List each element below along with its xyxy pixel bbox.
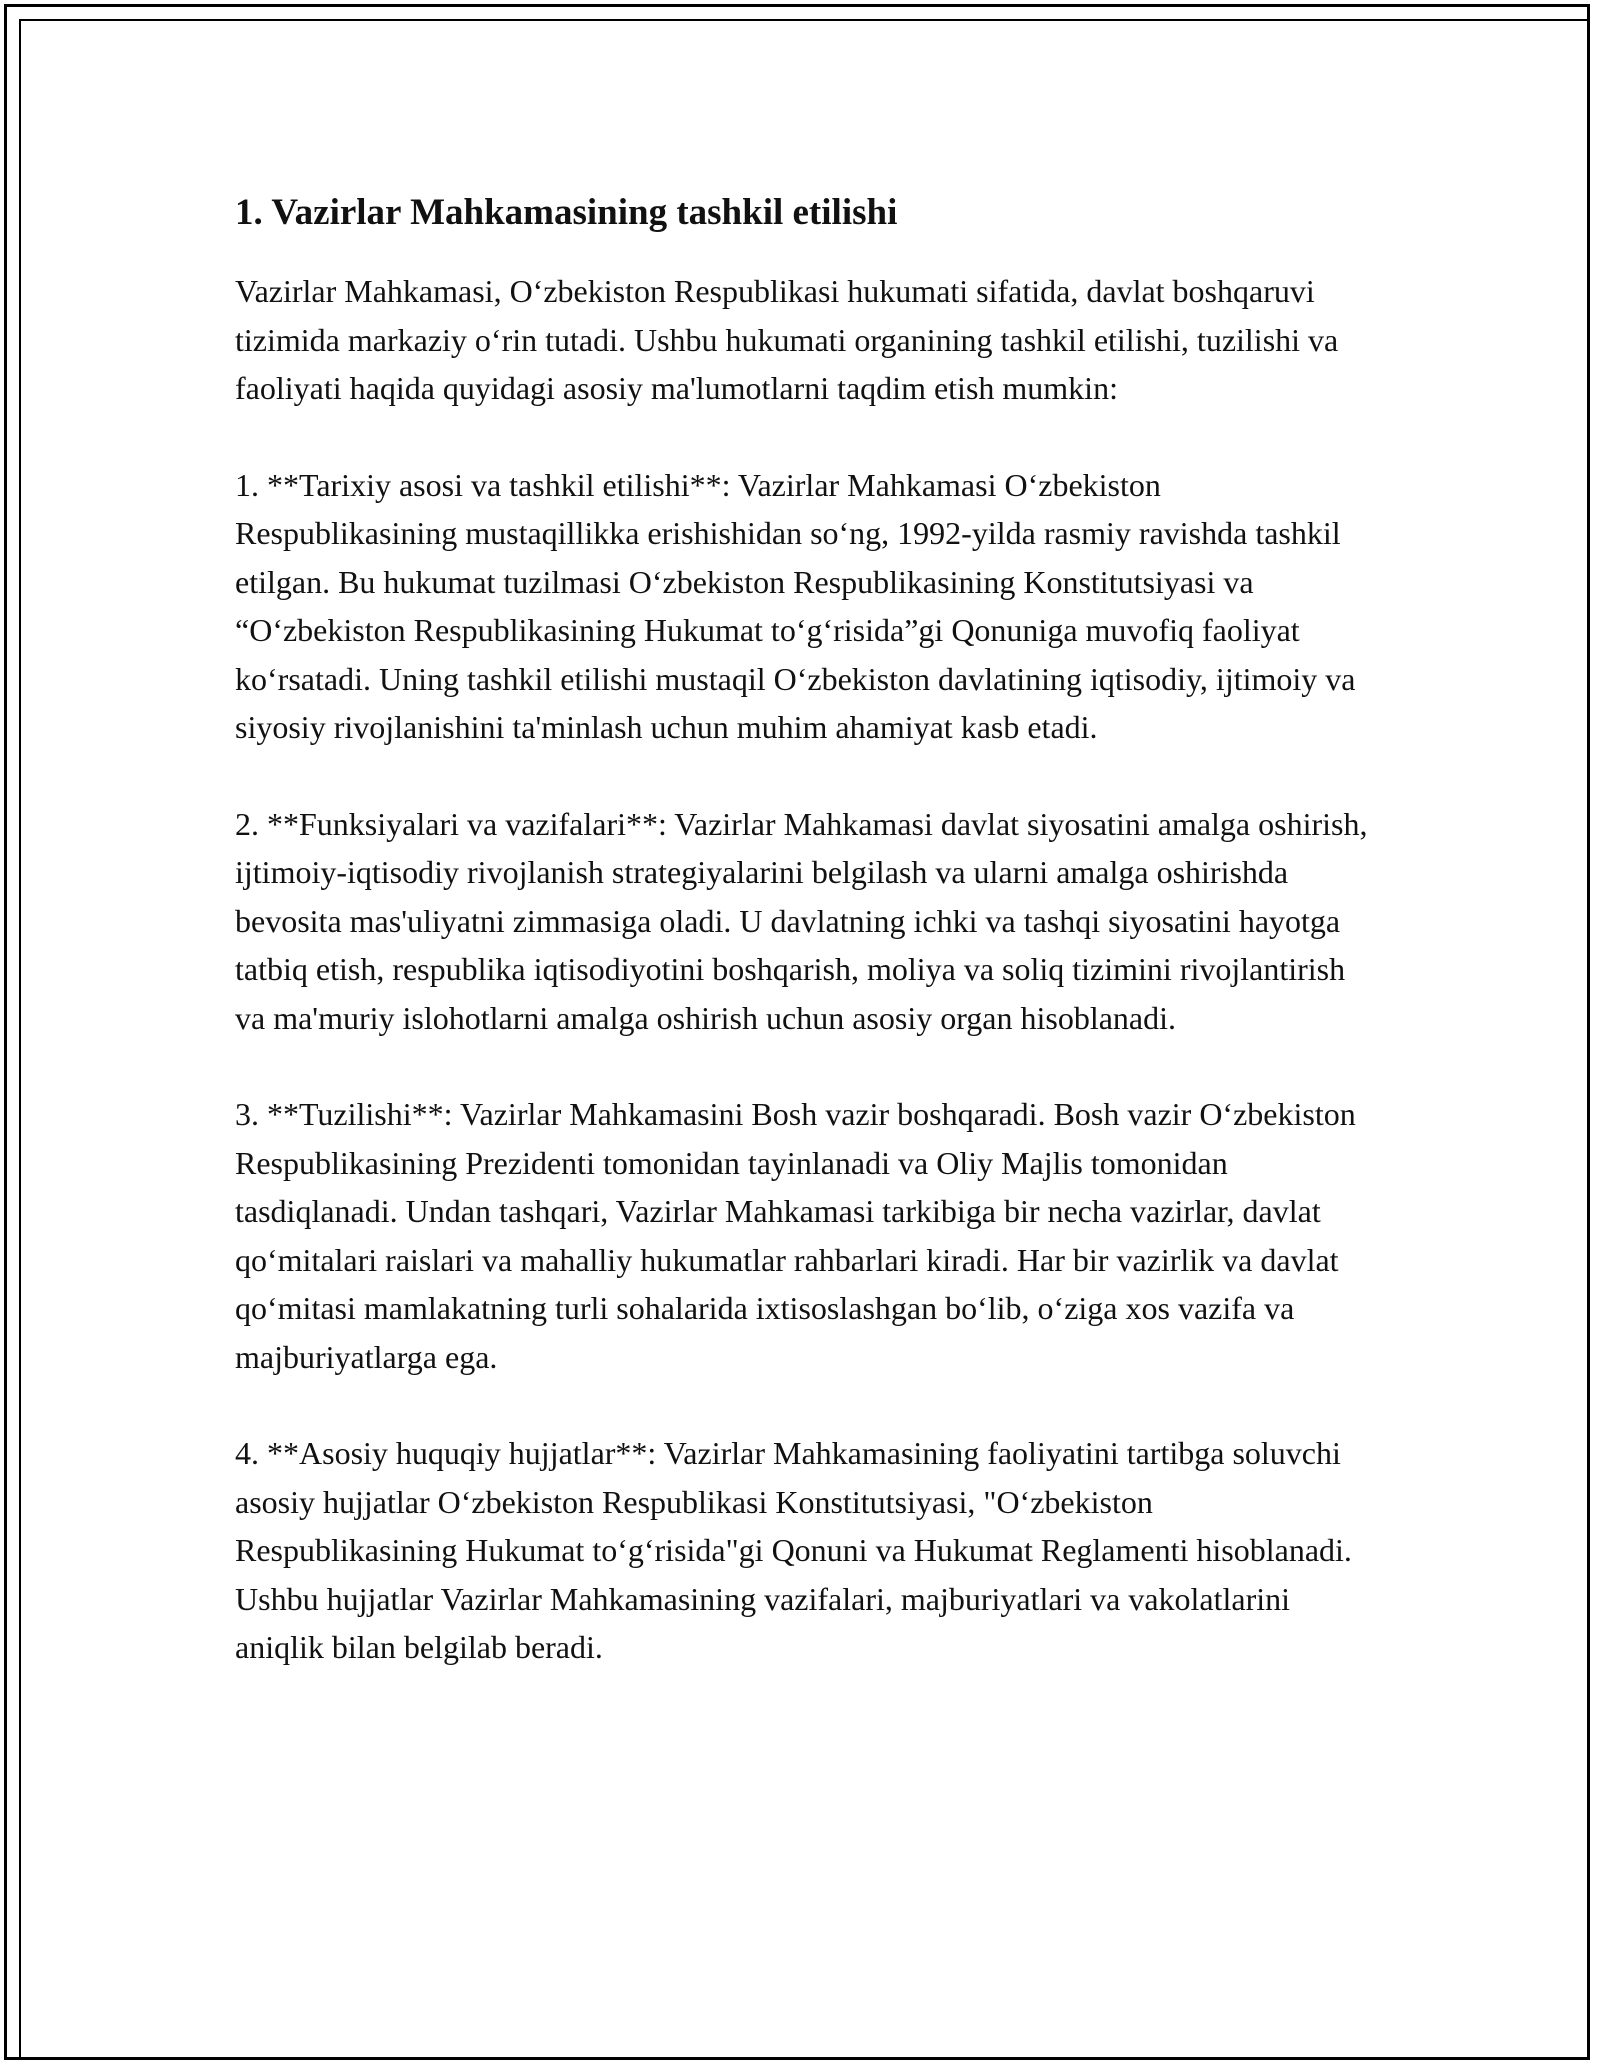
paragraph-history: 1. **Tarixiy asosi va tashkil etilishi**: Vazirlar Mahkamasi O‘zbekiston Respublikasining mustaqillikka erishishidan so‘ng, 1992-yilda rasmiy ravishda tashkil etilgan. Bu hukumat tuzilmasi O‘zbekiston Respublikasining Konstitutsiyasi va “O‘zbekiston Respublikasining Hukumat to‘g‘risida”gi Qonuniga muvofiq faoliyat ko‘rsatadi. Uning tashkil etilishi mustaqil O‘zbekiston davlatining iqtisodiy, ijtimoiy va siyosiy rivojlanishini ta'minlash uchun muhim ahamiyat kasb etadi.	[235, 466, 1356, 745]
paragraph-functions: 2. **Funksiyalari va vazifalari**: Vazirlar Mahkamasi davlat siyosatini amalga oshirish, ijtimoiy-iqtisodiy rivojlanish strategiyalarini belgilash va ularni amalga oshirishda bevosita mas'uliyatni zimmasiga oladi. U davlatning ichki va tashqi siyosatini hayotga tatbiq etish, respublika iqtisodiyotini boshqarish, moliya va soliq tizimini rivojlantirish va ma'muriy islohotlarni amalga oshirish uchun asosiy organ hisoblanadi.	[235, 805, 1368, 1036]
document-title: 1. Vazirlar Mahkamasining tashkil etilishi	[235, 192, 898, 233]
intro-paragraph: Vazirlar Mahkamasi, O‘zbekiston Respublikasi hukumati sifatida, davlat boshqaruvi tizimida markaziy o‘rin tutadi. Ushbu hukumati organining tashkil etilishi, tuzilishi va faoliyati haqida quyidagi asosiy ma'lumotlarni taqdim etish mumkin:	[235, 273, 1339, 406]
paragraph-legal-documents: 4. **Asosiy huquqiy hujjatlar**: Vazirlar Mahkamasining faoliyatini tartibga soluvchi asosiy hujjatlar O‘zbekiston Respublikasi Konstitutsiyasi, "O‘zbekiston Respublikasining Hukumat to‘g‘risida"gi Qonuni va Hukumat Reglamenti hisoblanadi. Ushbu hujjatlar Vazirlar Mahkamasining vazifalari, majburiyatlari va vakolatlarini aniqlik bilan belgilab beradi.	[235, 1435, 1352, 1665]
paragraph-structure: 3. **Tuzilishi**: Vazirlar Mahkamasini Bosh vazir boshqaradi. Bosh vazir O‘zbekiston Respublikasining Prezidenti tomonidan tayinlanadi va Oliy Majlis tomonidan tasdiqlanadi. Undan tashqari, Vazirlar Mahkamasi tarkibiga bir necha vazirlar, davlat qo‘mitalari raislari va mahalliy hukumatlar rahbarlari kiradi. Har bir vazirlik va davlat qo‘mitasi mamlakatning turli sohalarida ixtisoslashgan bo‘lib, o‘ziga xos vazifa va majburiyatlarga ega.	[235, 1096, 1356, 1375]
document-body	[235, 185, 1375, 1720]
